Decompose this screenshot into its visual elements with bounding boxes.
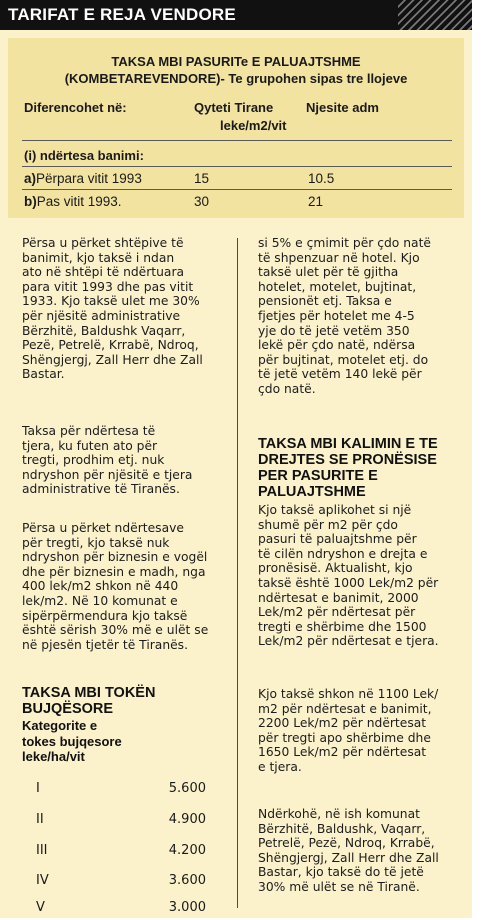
table-subtitle: (KOMBETAREVENDORE)- Te grupohen sipas tre llojeve [64, 71, 408, 86]
category-value: 4.200 [168, 843, 206, 858]
left-paragraph-2: Taksa për ndërtesa të tjera, ku futen ato për tregti, prodhim etj. nuk ndryshon për njësitë e tjera administrative të Tiranës. [22, 424, 193, 497]
category-row [36, 812, 206, 832]
row-label-text: Pas vitit 1993. [36, 194, 122, 209]
category-value: 5.600 [168, 781, 206, 796]
left-paragraph-3: Përsa u përket ndërtesave për tregti, kjo taksë nuk ndryshon për biznesin e vogël dhe për biznesin e madh, nga 400 lek/m2 shkon në 440 lek/m2. Në 10 komunat e sipërpërmendura kjo taksë është sërish 30% më e ulët se në pjesën tjetër të Tiranës. [22, 521, 209, 652]
row-label-text: Përpara vitit 1993 [36, 171, 142, 186]
category-roman: I [36, 781, 40, 796]
table-rule [22, 189, 452, 190]
category-row [36, 900, 206, 920]
right-paragraph-2: Kjo taksë aplikohet si një shumë për m2 për çdo pasuri të paluajtshme për të cilën ndryshon e drejta e pronësisë. Aktualisht, kjo taksë është 1000 Lek/m2 për ndërtesat e banimit, 2000 Lek/m2 për ndërtesat për tregti e shërbime dhe 1500 Lek/m2 për ndërtesat e tjera. [258, 503, 439, 649]
column-header-njesite: Njesite adm [306, 100, 379, 115]
left-subheading-kategorite: Kategorite e tokes bujqesore leke/ha/vit [22, 718, 122, 764]
row-prefix: a) [24, 171, 37, 186]
right-paragraph-1: si 5% e çmimit për çdo natë të shpenzuar në hotel. Kjo taksë ulet për të gjitha hotelet, motelet, bujtinat, pensionët etj. Taksa e fjetjes për hotelet me 4-5 yje do të jetë vetëm 350 lekë për çdo natë, ndërsa për bujtinat, motelet etj. do të jetë vetëm 140 lekë për çdo natë. [258, 236, 431, 396]
right-heading-kalimi: TAKSA MBI KALIMIN E TE DREJTES SE PRONËSISE PER PASURITE E PALUAJTSHME [258, 436, 438, 500]
left-heading-toka: TAKSA MBI TOKËN BUJQËSORE [22, 685, 156, 717]
category-value: 4.900 [168, 812, 206, 827]
category-roman: III [36, 843, 48, 858]
category-value: 3.000 [168, 900, 206, 915]
table-rule [22, 140, 452, 141]
header-title: TARIFAT E REJA VENDORE [8, 5, 236, 24]
left-paragraph-1: Përsa u përket shtëpive të banimit, kjo taksë i ndan ato në shtëpi të ndërtuara para vitit 1993 dhe pas vitit 1933. Kjo taksë ulet me 30% për njësitë administrative Bërzhitë, Baldushk Vaqarr, Pezë, Petrelë, Krrabë, Ndroq, Shëngjergj, Zall Herr dhe Zall Bastar. [22, 236, 203, 382]
table-cell-tirane: 30 [194, 194, 210, 209]
category-roman: IV [36, 873, 49, 888]
header-stripes [398, 0, 472, 30]
section-label: (i) ndërtesa banimi: [24, 148, 144, 163]
category-row [36, 873, 206, 893]
category-roman: II [36, 812, 44, 827]
column-header-units: leke/m2/vit [220, 118, 287, 133]
row-prefix: b) [24, 194, 37, 209]
table-cell-tirane: 15 [194, 171, 210, 186]
category-value: 3.600 [168, 873, 206, 888]
column-divider [237, 238, 238, 908]
right-paragraph-4: Ndërkohë, në ish komunat Bërzhitë, Baldushk, Vaqarr, Petrelë, Pezë, Ndroq, Krrabë, Shëngjergj, Zall Herr dhe Zall Bastar, kjo taksë do të jetë 30% më ulët se në Tiranë. [258, 807, 439, 894]
header-bar [0, 0, 472, 30]
table-cell-njesite: 21 [308, 194, 324, 209]
right-paragraph-3: Kjo taksë shkon në 1100 Lek/ m2 për ndërtesat e banimit, 2200 Lek/m2 për ndërtesat për tregti apo shërbime dhe 1650 Lek/m2 për ndërtesat e tjera. [258, 687, 439, 774]
table-row-label [24, 171, 142, 186]
category-row [36, 781, 206, 801]
table-row-label [24, 194, 122, 209]
tax-table-box [8, 38, 464, 218]
table-rule [22, 166, 452, 167]
table-title: TAKSA MBI PASURITe E PALUAJTSHME [111, 54, 361, 69]
column-header-tirane: Qyteti Tirane [194, 100, 274, 115]
table-cell-njesite: 10.5 [308, 171, 335, 186]
category-roman: V [36, 900, 45, 915]
column-header-diferencohet: Diferencohet në: [24, 100, 127, 115]
category-row [36, 843, 206, 863]
